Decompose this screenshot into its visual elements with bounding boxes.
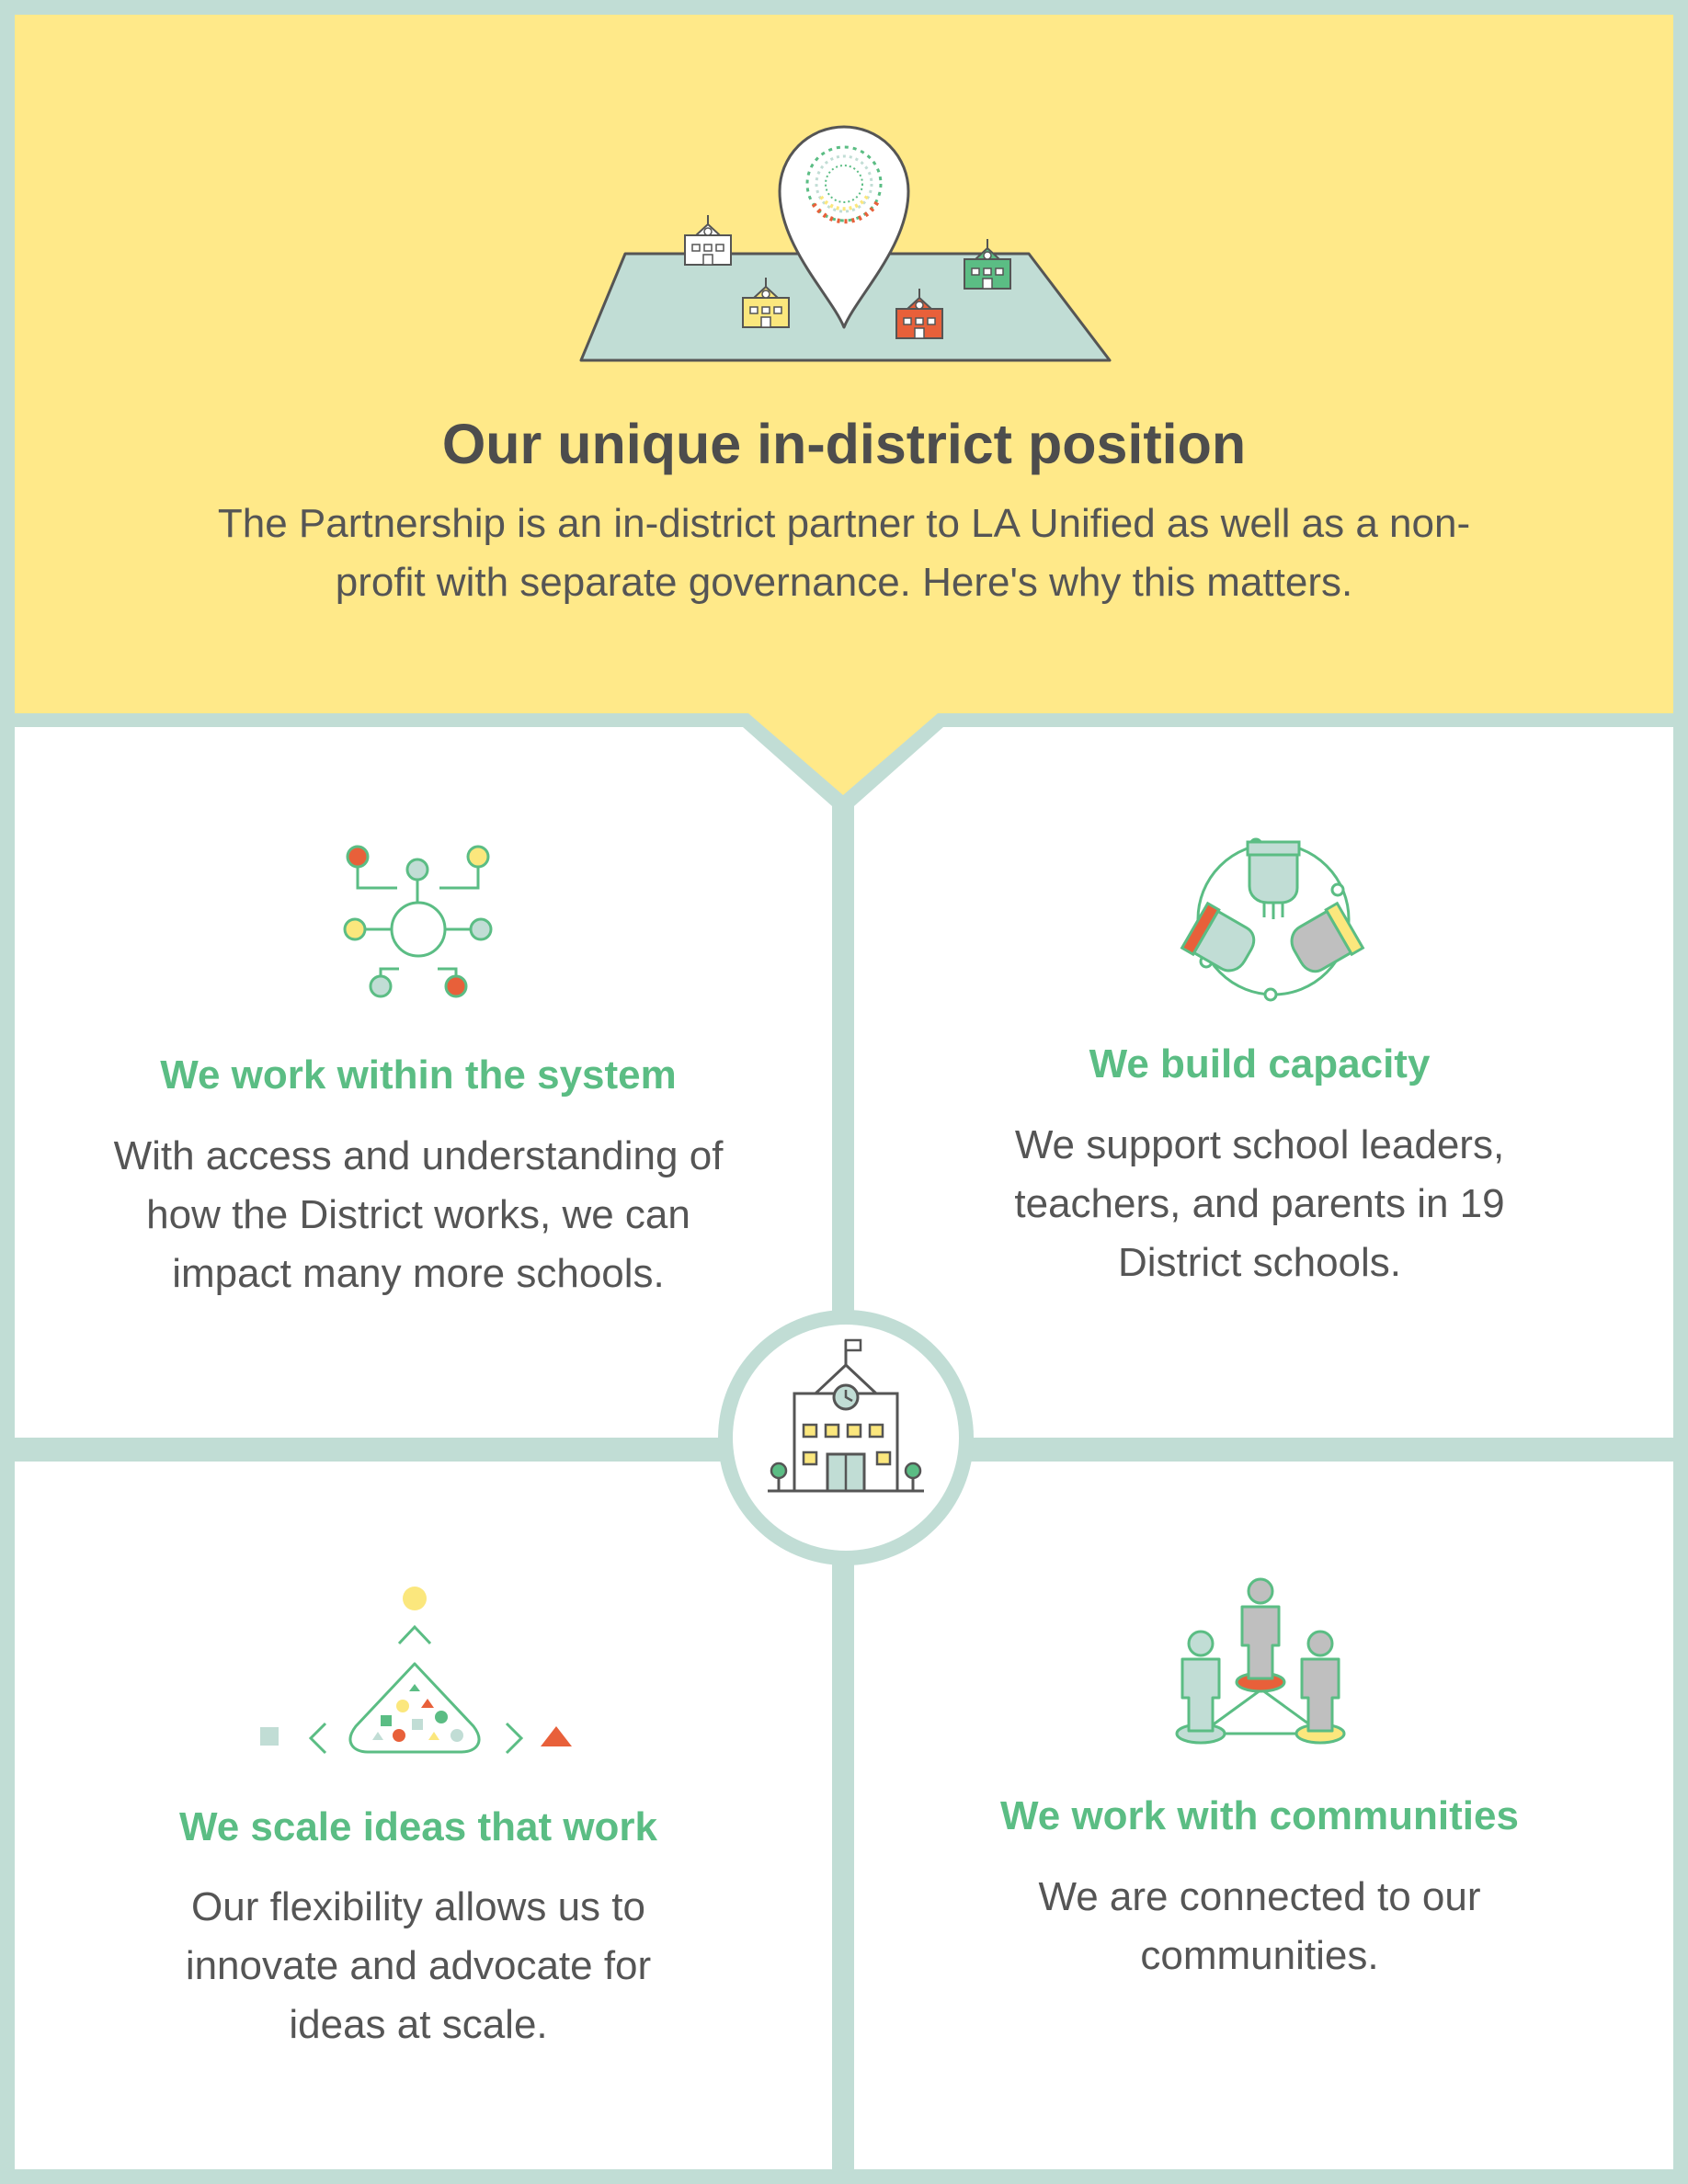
quadrant-1-description: With access and understanding of how the District works, we can impact many more schools.: [113, 1133, 724, 1296]
quadrant-1-title: We work within the system: [160, 1052, 677, 1098]
school-building-icon: [718, 1310, 974, 1565]
quadrant-3-description: Our flexibility allows us to innovate and advocate for ideas at scale.: [185, 1884, 652, 2047]
page-description: The Partnership is an in-district partner to LA Unified as well as a non-profit with separate governance. Here's why this matters.: [217, 501, 1471, 605]
quadrant-4-title: We work with communities: [1000, 1793, 1519, 1838]
quadrant-2-description: We support school leaders, teachers, and parents in 19 District schools.: [1014, 1122, 1505, 1285]
quadrant-2-title: We build capacity: [1089, 1041, 1431, 1086]
quadrant-3-title: We scale ideas that work: [178, 1804, 658, 1849]
page-title: Our unique in-district position: [441, 413, 1247, 475]
quadrant-4-description: We are connected to our communities.: [1038, 1874, 1481, 1978]
